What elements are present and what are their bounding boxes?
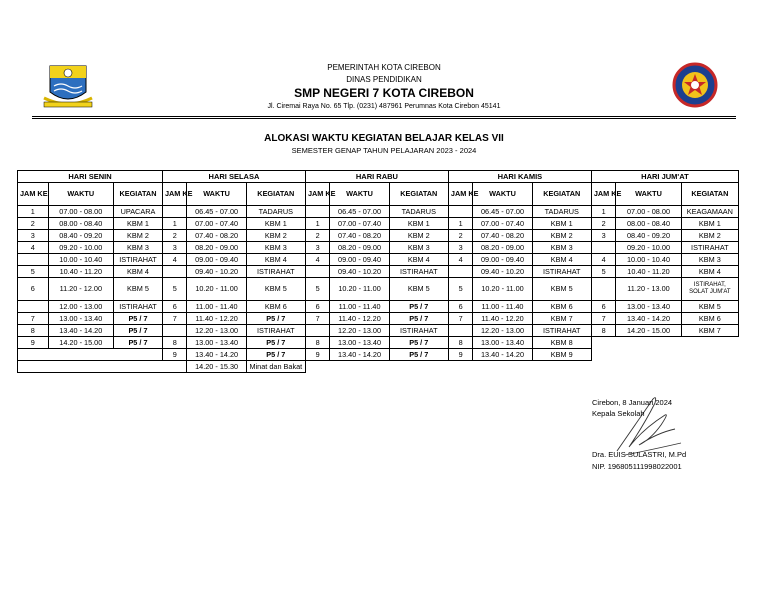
kegiatan-cell: UPACARA [113,206,162,218]
waktu-cell: 09.20 - 10.00 [616,242,681,254]
waktu-cell: 11.40 - 12.20 [330,313,389,325]
day-header: HARI RABU [305,171,448,183]
jam-cell: 8 [18,325,49,337]
jam-cell: 6 [305,301,330,313]
jam-column-header: JAM KE [18,183,49,206]
waktu-column-header: WAKTU [48,183,113,206]
table-row [18,206,739,218]
signer-name: Dra. EUIS SULASTRI, M.Pd [592,450,687,459]
waktu-column-header: WAKTU [616,183,681,206]
table-row [18,313,739,325]
table-row [18,230,739,242]
kegiatan-column-header: KEGIATAN [113,183,162,206]
table-row [18,337,739,349]
empty-cell [18,361,187,373]
jam-cell: 8 [162,337,187,349]
waktu-cell: 07.00 - 07.40 [187,218,246,230]
kegiatan-cell: KBM 4 [681,266,738,278]
kegiatan-cell: ISTIRAHAT [532,266,591,278]
day-header-row [18,171,739,183]
jam-cell: 8 [591,325,616,337]
waktu-cell: 06.45 - 07.00 [330,206,389,218]
waktu-cell: 13.40 - 14.20 [48,325,113,337]
school-address: Jl. Ciremai Raya No. 65 Tlp. (0231) 487961 Perumnas Kota Cirebon 45141 [267,103,501,110]
kegiatan-cell: P5 / 7 [389,349,448,361]
jam-cell: 6 [448,301,473,313]
kegiatan-cell: P5 / 7 [389,313,448,325]
waktu-cell: 12.00 - 13.00 [48,301,113,313]
waktu-cell: 07.00 - 07.40 [330,218,389,230]
kegiatan-cell: KBM 2 [246,230,305,242]
table-row [18,254,739,266]
column-header-row [18,183,739,206]
kegiatan-cell: KBM 3 [113,242,162,254]
waktu-cell: 13.40 - 14.20 [616,313,681,325]
kegiatan-cell: KBM 5 [681,301,738,313]
waktu-cell: 14.20 - 15.30 [187,361,246,373]
jam-cell: 2 [591,218,616,230]
waktu-cell: 11.40 - 12.20 [473,313,532,325]
jam-cell: 5 [591,266,616,278]
jam-cell [448,325,473,337]
waktu-column-header: WAKTU [330,183,389,206]
jam-cell: 1 [305,218,330,230]
waktu-cell: 13.00 - 13.40 [187,337,246,349]
empty-cell [18,349,163,361]
waktu-cell: 09.00 - 09.40 [473,254,532,266]
sub-title: SEMESTER GENAP TAHUN PELAJARAN 2023 - 2024 [291,146,477,155]
waktu-cell: 08.20 - 09.00 [330,242,389,254]
kegiatan-cell: ISTIRAHAT [389,325,448,337]
waktu-cell: 11.00 - 11.40 [187,301,246,313]
jam-cell [448,266,473,278]
kegiatan-column-header: KEGIATAN [681,183,738,206]
table-row [18,242,739,254]
waktu-cell: 14.20 - 15.00 [48,337,113,349]
kegiatan-cell: ISTIRAHAT [389,266,448,278]
kegiatan-column-header: KEGIATAN [246,183,305,206]
kegiatan-cell: ISTIRAHAT [246,325,305,337]
waktu-cell: 12.20 - 13.00 [473,325,532,337]
waktu-cell: 07.00 - 08.00 [616,206,681,218]
kegiatan-cell: KBM 3 [681,254,738,266]
kegiatan-cell: KBM 7 [681,325,738,337]
jam-cell [305,325,330,337]
kegiatan-cell: KBM 3 [389,242,448,254]
jam-column-header: JAM KE [162,183,187,206]
jam-cell: 9 [448,349,473,361]
header-rule [32,116,736,117]
jam-cell: 6 [162,301,187,313]
jam-cell [162,325,187,337]
place-date: Cirebon, 8 Januari 2024 [592,398,673,407]
waktu-cell: 07.40 - 08.20 [330,230,389,242]
waktu-cell: 10.40 - 11.20 [48,266,113,278]
jam-cell [18,254,49,266]
kegiatan-cell: KBM 2 [681,230,738,242]
jam-cell: 9 [305,349,330,361]
waktu-cell: 11.00 - 11.40 [473,301,532,313]
waktu-cell: 06.45 - 07.00 [187,206,246,218]
kegiatan-cell: ISTIRAHAT [113,301,162,313]
kegiatan-cell: KBM 6 [246,301,305,313]
jam-cell: 3 [591,230,616,242]
jam-cell: 2 [305,230,330,242]
kegiatan-column-header: KEGIATAN [532,183,591,206]
kegiatan-cell: TADARUS [532,206,591,218]
main-title: ALOKASI WAKTU KEGIATAN BELAJAR KELAS VII [264,133,504,144]
jam-cell [305,266,330,278]
jam-cell: 7 [448,313,473,325]
waktu-cell: 13.40 - 14.20 [187,349,246,361]
kegiatan-cell: KBM 5 [389,278,448,301]
schedule-table [17,170,739,373]
kegiatan-cell: KBM 8 [532,337,591,349]
table-row [18,218,739,230]
schedule-body [18,206,739,373]
waktu-cell: 07.00 - 07.40 [473,218,532,230]
jam-cell: 6 [591,301,616,313]
jam-cell: 2 [448,230,473,242]
day-header: HARI KAMIS [448,171,591,183]
kegiatan-cell: KBM 4 [532,254,591,266]
kegiatan-cell: KBM 1 [113,218,162,230]
table-row [18,325,739,337]
waktu-cell: 10.20 - 11.00 [187,278,246,301]
kegiatan-cell: P5 / 7 [113,337,162,349]
jam-cell [305,206,330,218]
gov-name: PEMERINTAH KOTA CIREBON [327,63,441,72]
kegiatan-cell: KBM 5 [113,278,162,301]
waktu-cell: 11.40 - 12.20 [187,313,246,325]
waktu-cell: 10.40 - 11.20 [616,266,681,278]
waktu-cell: 13.40 - 14.20 [473,349,532,361]
kegiatan-cell: ISTIRAHAT, SOLAT JUM'AT [681,278,738,301]
waktu-cell: 06.45 - 07.00 [473,206,532,218]
waktu-cell: 10.20 - 11.00 [330,278,389,301]
table-row [18,266,739,278]
waktu-cell: 07.40 - 08.20 [187,230,246,242]
jam-cell: 4 [18,242,49,254]
kegiatan-cell: KBM 1 [532,218,591,230]
kegiatan-cell: P5 / 7 [246,337,305,349]
waktu-cell: 10.00 - 10.40 [616,254,681,266]
waktu-cell: 12.20 - 13.00 [187,325,246,337]
waktu-cell: 09.40 - 10.20 [187,266,246,278]
kegiatan-cell: P5 / 7 [113,325,162,337]
kegiatan-cell: KEAGAMAAN [681,206,738,218]
waktu-cell: 13.00 - 13.40 [616,301,681,313]
jam-cell [591,242,616,254]
signer-role: Kepala Sekolah [592,409,645,418]
waktu-cell: 14.20 - 15.00 [616,325,681,337]
kegiatan-cell: TADARUS [246,206,305,218]
header-rule-2 [32,118,736,119]
jam-cell: 7 [18,313,49,325]
kegiatan-cell: KBM 3 [246,242,305,254]
kegiatan-cell: KBM 1 [246,218,305,230]
jam-cell: 8 [305,337,330,349]
waktu-cell: 08.20 - 09.00 [187,242,246,254]
jam-cell: 1 [591,206,616,218]
waktu-cell: 13.40 - 14.20 [330,349,389,361]
waktu-cell: 09.20 - 10.00 [48,242,113,254]
waktu-cell: 08.20 - 09.00 [473,242,532,254]
kegiatan-cell: P5 / 7 [246,313,305,325]
waktu-cell: 13.00 - 13.40 [330,337,389,349]
jam-cell [591,278,616,301]
waktu-cell: 12.20 - 13.00 [330,325,389,337]
waktu-cell: 10.20 - 11.00 [473,278,532,301]
jam-cell [162,206,187,218]
kegiatan-cell: KBM 4 [246,254,305,266]
jam-cell: 1 [162,218,187,230]
jam-cell [162,266,187,278]
kegiatan-cell: KBM 7 [532,313,591,325]
kegiatan-cell: KBM 6 [681,313,738,325]
jam-cell: 3 [448,242,473,254]
kegiatan-cell: ISTIRAHAT [113,254,162,266]
waktu-cell: 08.00 - 08.40 [48,218,113,230]
kegiatan-cell: KBM 4 [389,254,448,266]
day-header: HARI SELASA [162,171,305,183]
kegiatan-column-header: KEGIATAN [389,183,448,206]
signer-info [592,449,686,473]
jam-cell: 4 [591,254,616,266]
kegiatan-cell: KBM 1 [389,218,448,230]
empty-cell [591,349,738,361]
day-header: HARI SENIN [18,171,163,183]
waktu-cell: 13.00 - 13.40 [473,337,532,349]
waktu-column-header: WAKTU [473,183,532,206]
day-header: HARI JUM'AT [591,171,738,183]
jam-cell: 5 [448,278,473,301]
kegiatan-cell: ISTIRAHAT [681,242,738,254]
waktu-cell: 11.20 - 13.00 [616,278,681,301]
jam-cell: 8 [448,337,473,349]
jam-column-header: JAM KE [448,183,473,206]
waktu-cell: 10.00 - 10.40 [48,254,113,266]
waktu-cell: 08.00 - 08.40 [616,218,681,230]
school-name: SMP NEGERI 7 KOTA CIREBON [294,86,474,100]
jam-cell: 3 [18,230,49,242]
jam-cell: 9 [18,337,49,349]
dept-name: DINAS PENDIDIKAN [346,75,422,84]
waktu-cell: 08.40 - 09.20 [616,230,681,242]
jam-cell: 7 [162,313,187,325]
jam-cell: 6 [18,278,49,301]
signature-block [592,397,672,419]
kegiatan-cell: KBM 5 [532,278,591,301]
signer-nip: NIP. 196805111998022001 [592,462,682,471]
letterhead [0,62,768,112]
kegiatan-cell: KBM 1 [681,218,738,230]
kegiatan-cell: KBM 2 [532,230,591,242]
kegiatan-cell: TADARUS [389,206,448,218]
kegiatan-cell: Minat dan Bakat [246,361,305,373]
kegiatan-cell: KBM 3 [532,242,591,254]
jam-cell: 4 [162,254,187,266]
jam-cell: 1 [448,218,473,230]
jam-cell: 4 [305,254,330,266]
waktu-cell: 13.00 - 13.40 [48,313,113,325]
kegiatan-cell: P5 / 7 [246,349,305,361]
kegiatan-cell: KBM 9 [532,349,591,361]
jam-cell: 2 [18,218,49,230]
waktu-cell: 08.40 - 09.20 [48,230,113,242]
kegiatan-cell: KBM 5 [246,278,305,301]
jam-cell: 9 [162,349,187,361]
waktu-cell: 09.40 - 10.20 [330,266,389,278]
table-row [18,361,739,373]
kegiatan-cell: P5 / 7 [389,337,448,349]
waktu-cell: 11.20 - 12.00 [48,278,113,301]
jam-cell [18,301,49,313]
kegiatan-cell: P5 / 7 [389,301,448,313]
waktu-cell: 09.00 - 09.40 [187,254,246,266]
jam-column-header: JAM KE [305,183,330,206]
jam-cell: 5 [305,278,330,301]
waktu-column-header: WAKTU [187,183,246,206]
kegiatan-cell: KBM 2 [113,230,162,242]
kegiatan-cell: KBM 2 [389,230,448,242]
jam-cell: 3 [162,242,187,254]
jam-cell: 1 [18,206,49,218]
jam-cell [448,206,473,218]
jam-cell: 5 [162,278,187,301]
waktu-cell: 09.00 - 09.40 [330,254,389,266]
kegiatan-cell: P5 / 7 [113,313,162,325]
table-row [18,278,739,301]
kegiatan-cell: KBM 6 [532,301,591,313]
waktu-cell: 07.40 - 08.20 [473,230,532,242]
table-row [18,301,739,313]
empty-cell [591,337,738,349]
jam-column-header: JAM KE [591,183,616,206]
jam-cell: 3 [305,242,330,254]
waktu-cell: 11.00 - 11.40 [330,301,389,313]
table-row [18,349,739,361]
kegiatan-cell: KBM 4 [113,266,162,278]
kegiatan-cell: ISTIRAHAT [532,325,591,337]
jam-cell: 5 [18,266,49,278]
waktu-cell: 09.40 - 10.20 [473,266,532,278]
jam-cell: 2 [162,230,187,242]
jam-cell: 7 [305,313,330,325]
jam-cell: 4 [448,254,473,266]
jam-cell: 7 [591,313,616,325]
kegiatan-cell: ISTIRAHAT [246,266,305,278]
waktu-cell: 07.00 - 08.00 [48,206,113,218]
document-title [0,132,768,156]
